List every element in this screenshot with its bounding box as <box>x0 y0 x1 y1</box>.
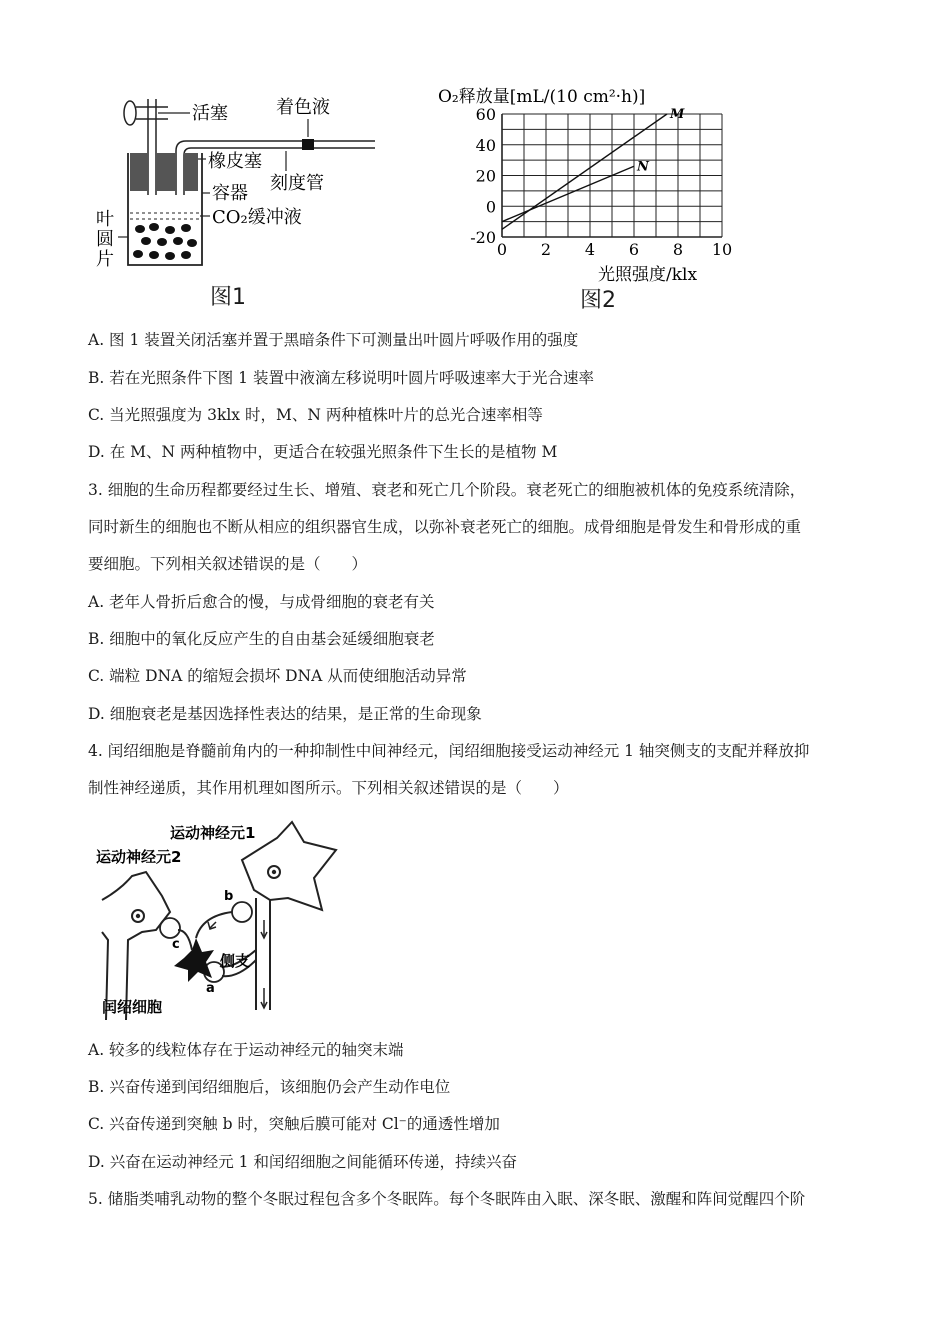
label-scale: 刻度管 <box>270 173 324 194</box>
label-b: b <box>224 889 234 904</box>
label-leaf-3: 片 <box>96 249 114 270</box>
chart-title: O₂释放量[mL/(10 cm²·h)] <box>438 87 646 107</box>
y-tick-label: 60 <box>475 105 496 124</box>
synapse-c <box>160 918 180 938</box>
q3-stem-line-3: 要细胞。下列相关叙述错误的是（ ） <box>88 555 368 573</box>
q3-option-d: D. 细胞衰老是基因选择性表达的结果，是正常的生命现象 <box>88 705 482 723</box>
label-piston: 活塞 <box>192 103 228 124</box>
q4-option-d: D. 兴奋在运动神经元 1 和闰绍细胞之间能循环传递，持续兴奋 <box>88 1153 517 1171</box>
chart-x-label: 光照强度/klx <box>598 265 698 285</box>
q4-stem-line-1: 4. 闰绍细胞是脊髓前角内的一种抑制性中间神经元，闰绍细胞接受运动神经元 1 轴突侧支的支配并释放抑 <box>88 742 810 760</box>
dye-droplet <box>302 139 314 150</box>
q2-option-d: D. 在 M、N 两种植物中，更适合在较强光照条件下生长的是植物 M <box>88 443 558 461</box>
q3-stem-line-2: 同时新生的细胞也不断从相应的组织器官生成，以弥补衰老死亡的细胞。成骨细胞是骨发生和骨形成的重 <box>88 518 802 536</box>
label-leaf-2: 圆 <box>96 229 114 250</box>
figure-neurons <box>92 820 342 1020</box>
q2-option-c: C. 当光照强度为 3klx 时，M、N 两种植株叶片的总光合速率相等 <box>88 406 543 424</box>
figure-1-apparatus <box>90 85 390 275</box>
q3-stem-line-1: 3. 细胞的生命历程都要经过生长、增殖、衰老和死亡几个阶段。衰老死亡的细胞被机体的免疫系统清除， <box>88 481 806 499</box>
label-c: c <box>172 937 180 952</box>
label-branch: 侧支 <box>220 952 251 970</box>
label-neuron-2: 运动神经元2 <box>96 848 182 866</box>
x-tick-label: 2 <box>540 240 552 259</box>
x-tick-label: 8 <box>672 240 684 259</box>
label-stopper: 橡皮塞 <box>208 151 262 172</box>
q3-option-c: C. 端粒 DNA 的缩短会损坏 DNA 从而使细胞活动异常 <box>88 667 467 685</box>
label-a: a <box>206 981 215 996</box>
series-label-n: N <box>637 159 649 175</box>
q2-option-a: A. 图 1 装置关闭活塞并置于黑暗条件下可测量出叶圆片呼吸作用的强度 <box>88 331 579 349</box>
label-renshaw: 闰绍细胞 <box>102 998 163 1016</box>
q5-stem-line-1: 5. 储脂类哺乳动物的整个冬眠过程包含多个冬眠阵。每个冬眠阵由入眠、深冬眠、激醒和阵间觉醒四个阶 <box>88 1190 806 1208</box>
q4-option-c: C. 兴奋传递到突触 b 时，突触后膜可能对 Cl⁻的通透性增加 <box>88 1115 500 1133</box>
x-tick-label: 0 <box>496 240 508 259</box>
q2-option-b: B. 若在光照条件下图 1 装置中液滴左移说明叶圆片呼吸速率大于光合速率 <box>88 369 594 387</box>
q4-stem-line-2: 制性神经递质，其作用机理如图所示。下列相关叙述错误的是（ ） <box>88 779 569 797</box>
figure-1-caption: 图1 <box>210 285 246 310</box>
y-tick-label: 20 <box>475 166 496 186</box>
q4-option-a: A. 较多的线粒体存在于运动神经元的轴突末端 <box>88 1041 404 1059</box>
x-tick-label: 6 <box>628 240 640 259</box>
synapse-b <box>232 902 252 922</box>
y-tick-label: 0 <box>485 197 496 217</box>
series-label-m: M <box>670 107 685 122</box>
renshaw-cell <box>174 938 214 982</box>
label-dye: 着色液 <box>276 97 330 118</box>
label-neuron-1: 运动神经元1 <box>170 824 256 842</box>
y-tick-label: 40 <box>475 135 496 155</box>
label-container: 容器 <box>212 183 248 204</box>
x-tick-label: 10 <box>711 240 733 259</box>
q3-option-a: A. 老年人骨折后愈合的慢，与成骨细胞的衰老有关 <box>88 593 435 611</box>
figure-2-chart <box>430 82 750 287</box>
y-tick-label: -20 <box>470 228 496 247</box>
x-tick-label: 4 <box>584 240 596 259</box>
q3-option-b: B. 细胞中的氧化反应产生的自由基会延缓细胞衰老 <box>88 630 435 648</box>
label-leaf-1: 叶 <box>96 209 114 230</box>
q4-option-b: B. 兴奋传递到闰绍细胞后，该细胞仍会产生动作电位 <box>88 1078 451 1096</box>
label-buffer: CO₂缓冲液 <box>212 207 302 228</box>
figure-2-caption: 图2 <box>580 288 616 313</box>
